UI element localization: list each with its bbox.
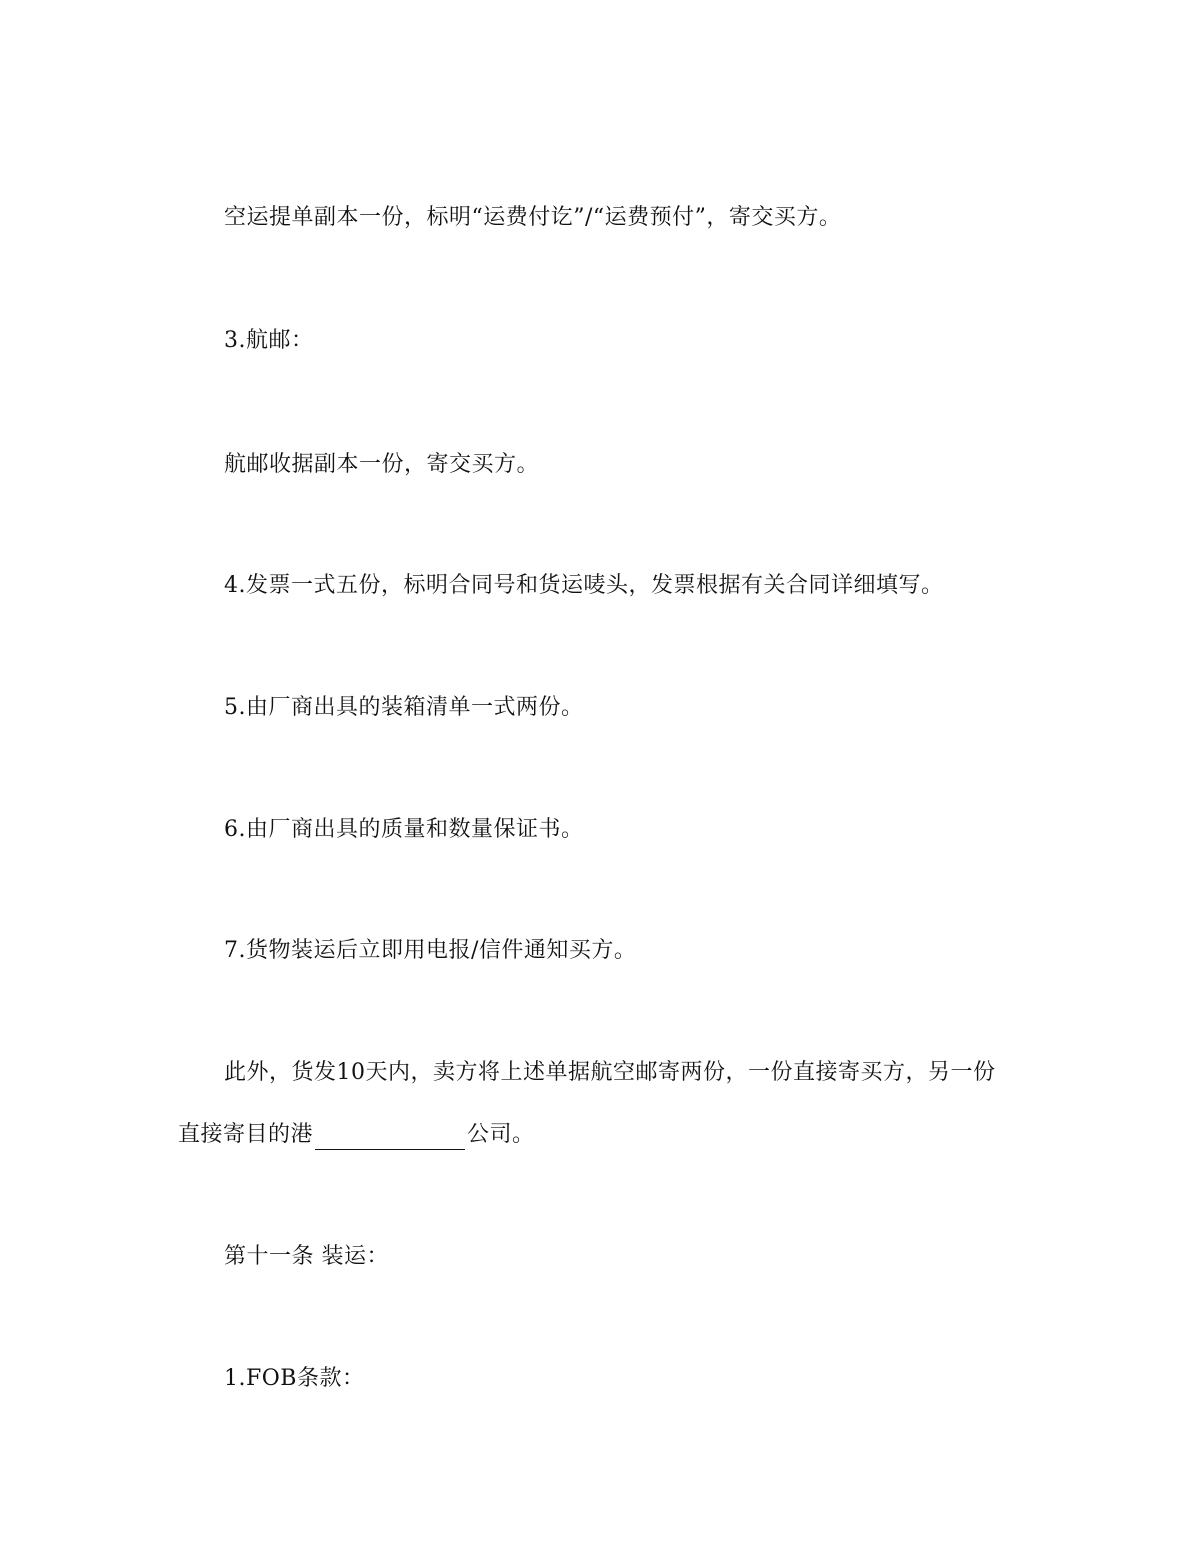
paragraph-documents-mailing-line1: 此外，货发10天内，卖方将上述单据航空邮寄两份，一份直接寄买方，另一份 — [224, 1060, 996, 1085]
paragraph-air-waybill: 空运提单副本一份，标明“运费付讫”/“运费预付”，寄交买方。 — [224, 205, 842, 230]
paragraph-documents-mailing-line2 — [178, 1120, 535, 1150]
item-3-airmail-heading: 3.航邮： — [224, 328, 314, 353]
article-11-heading: 第十一条 装运： — [224, 1244, 389, 1269]
item-1-fob-terms: 1.FOB条款： — [224, 1366, 365, 1391]
item-5-packing-list: 5.由厂商出具的装箱清单一式两份。 — [224, 695, 584, 720]
company-suffix-text: 公司。 — [467, 1122, 535, 1147]
item-7-shipment-notice: 7.货物装运后立即用电报/信件通知买方。 — [224, 938, 637, 963]
paragraph-airmail-receipt: 航邮收据副本一份，寄交买方。 — [224, 452, 540, 477]
destination-port-text: 直接寄目的港 — [178, 1122, 314, 1147]
item-4-invoice: 4.发票一式五份，标明合同号和货运唛头，发票根据有关合同详细填写。 — [224, 573, 944, 598]
item-6-quality-certificate: 6.由厂商出具的质量和数量保证书。 — [224, 817, 584, 842]
company-name-blank — [315, 1127, 465, 1150]
